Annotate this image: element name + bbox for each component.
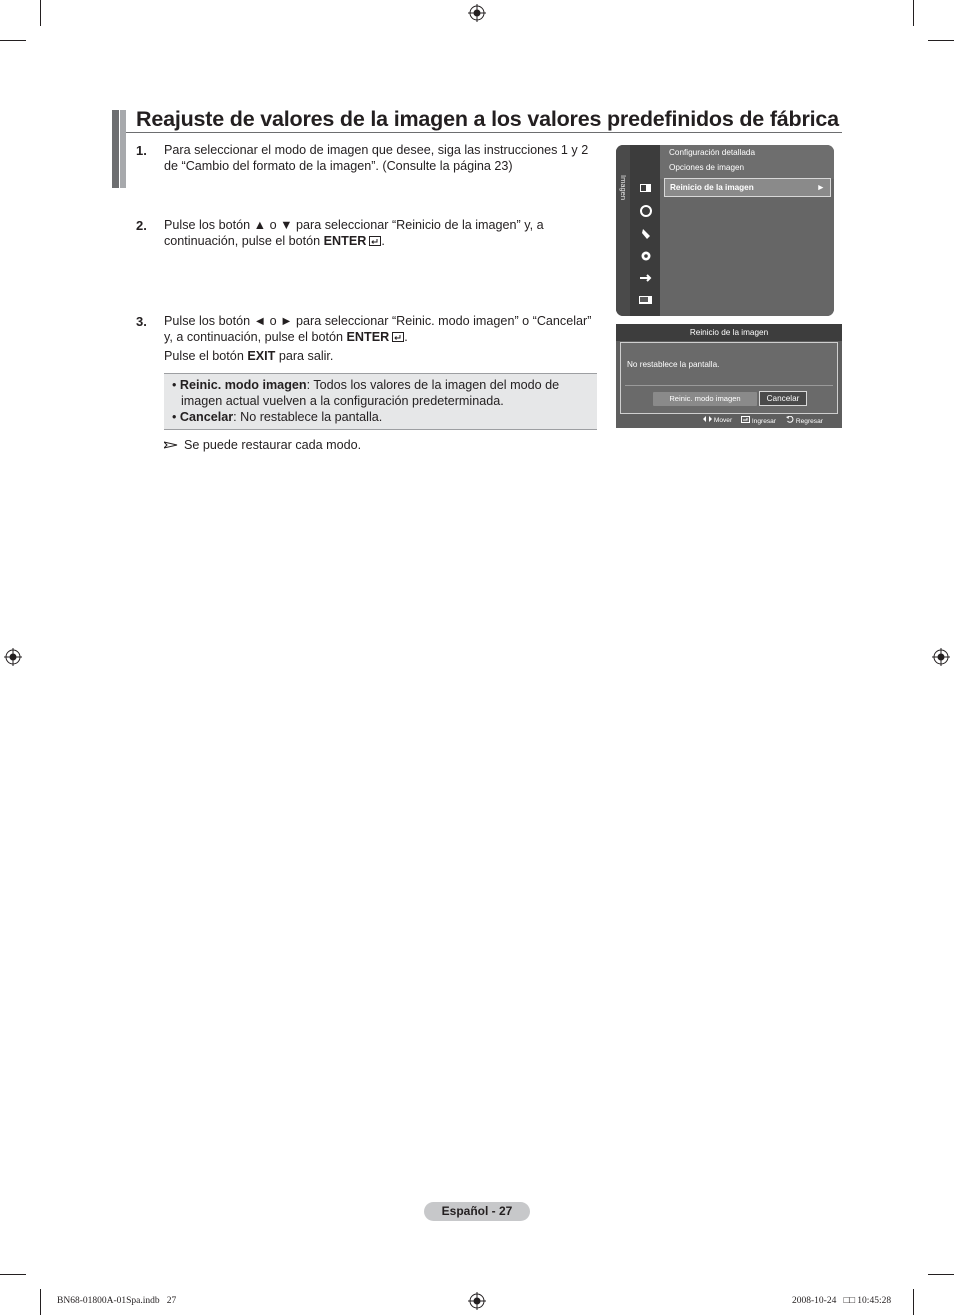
step-line-text: continuación, pulse el botón	[164, 233, 324, 248]
step-line: Pulse los botón ▲ o ▼ para seleccionar “Reinicio de la imagen” y, a	[164, 218, 544, 232]
page-number-badge: Español - 27	[424, 1202, 530, 1221]
left-right-arrows-icon	[703, 416, 712, 422]
cancel-button[interactable]: Cancelar	[759, 391, 807, 406]
dialog-message: No restablece la pantalla.	[627, 360, 720, 369]
footer-return	[786, 416, 823, 425]
step-number: 3.	[136, 314, 147, 329]
step-line	[164, 330, 604, 346]
note-arrow-icon	[164, 441, 178, 449]
enter-button-label: ENTER	[323, 233, 367, 248]
reset-mode-button[interactable]: Reinic. modo imagen	[653, 392, 757, 406]
dialog-divider	[625, 385, 833, 386]
step-line-text: .	[381, 233, 385, 248]
info-text: imagen actual vuelven a la configuración predeterminada.	[181, 393, 504, 408]
step-line: Pulse los botón ◄ o ► para seleccionar “Reinic. modo imagen” o “Cancelar”	[164, 314, 592, 328]
crop-mark	[913, 1289, 914, 1315]
bullet: •	[172, 378, 177, 392]
footer-move	[703, 416, 732, 424]
step-number: 1.	[136, 143, 147, 158]
menu-item-label: Reinicio de la imagen	[670, 183, 754, 192]
registration-mark-icon	[932, 648, 950, 666]
step-text	[164, 218, 604, 249]
enter-button-label: ENTER	[346, 329, 390, 344]
menu-item-selected[interactable]	[664, 178, 831, 197]
crop-mark	[0, 40, 26, 41]
crop-mark	[913, 0, 914, 26]
step-number: 2.	[136, 218, 147, 233]
step-line-text: y, a continuación, pulse el botón	[164, 329, 347, 344]
info-term: Reinic. modo imagen	[179, 378, 307, 392]
menu-body	[660, 179, 834, 316]
footer-label: Ingresar	[751, 418, 777, 425]
footer-label: Regresar	[795, 418, 823, 425]
input-icon	[638, 271, 654, 285]
enter-icon	[369, 236, 381, 246]
title-accent-bar	[112, 110, 119, 188]
channel-icon	[638, 227, 654, 241]
registration-mark-icon	[468, 1292, 486, 1310]
enter-icon	[392, 332, 404, 342]
crop-mark	[40, 0, 41, 26]
registration-mark-icon	[468, 4, 486, 22]
picture-icon	[638, 181, 654, 195]
crop-mark	[40, 1289, 41, 1315]
application-icon	[638, 293, 654, 307]
crop-mark	[0, 1274, 26, 1275]
menu-side-label: Imagen	[619, 175, 628, 201]
title-accent-bar	[120, 110, 126, 188]
step-line	[164, 234, 604, 250]
setup-icon	[638, 249, 654, 263]
page-title: Reajuste de valores de la imagen a los valores predefinidos de fábrica	[136, 107, 839, 131]
note	[164, 438, 361, 452]
info-text: : Todos los valores de la imagen del modo de	[306, 378, 560, 392]
step-text	[164, 314, 604, 365]
footer-file-info: BN68-01800A-01Spa.indb 27	[57, 1296, 177, 1306]
step-line-text: .	[404, 329, 408, 344]
step-line: Para seleccionar el modo de imagen que desee, siga las instrucciones 1 y 2	[164, 143, 589, 157]
step-text	[164, 143, 604, 174]
info-item	[172, 378, 592, 409]
menu-item[interactable]: Configuración detallada	[669, 148, 756, 157]
exit-button-label: EXIT	[247, 349, 276, 363]
info-item	[172, 410, 592, 426]
chevron-right-icon: ►	[816, 182, 825, 192]
tv-dialog-screenshot	[616, 324, 842, 428]
step-line	[164, 349, 604, 365]
info-box	[164, 373, 597, 430]
dialog-panel	[620, 342, 838, 414]
footer-timestamp: 2008-10-24 □□ 10:45:28	[792, 1296, 892, 1306]
info-text: : No restablece la pantalla.	[233, 410, 383, 424]
footer-label: Mover	[713, 417, 733, 424]
sound-icon	[638, 204, 654, 218]
dialog-title: Reinicio de la imagen	[616, 324, 842, 341]
enter-icon	[741, 416, 750, 423]
return-icon	[786, 416, 794, 423]
step-line-text: para salir.	[275, 349, 334, 363]
footer-enter	[741, 416, 776, 425]
tv-menu-screenshot	[616, 145, 834, 316]
title-divider	[126, 132, 842, 133]
crop-mark	[928, 40, 954, 41]
crop-mark	[928, 1274, 954, 1275]
note-text: Se puede restaurar cada modo.	[184, 438, 362, 452]
menu-item[interactable]: Opciones de imagen	[669, 163, 745, 172]
step-line: de “Cambio del formato de la imagen”. (Consulte la página 23)	[164, 158, 513, 173]
info-term: Cancelar	[179, 410, 234, 424]
step-line-text: Pulse el botón	[164, 349, 248, 363]
bullet: •	[172, 410, 177, 424]
menu-side-strip	[616, 145, 630, 316]
registration-mark-icon	[4, 648, 22, 666]
